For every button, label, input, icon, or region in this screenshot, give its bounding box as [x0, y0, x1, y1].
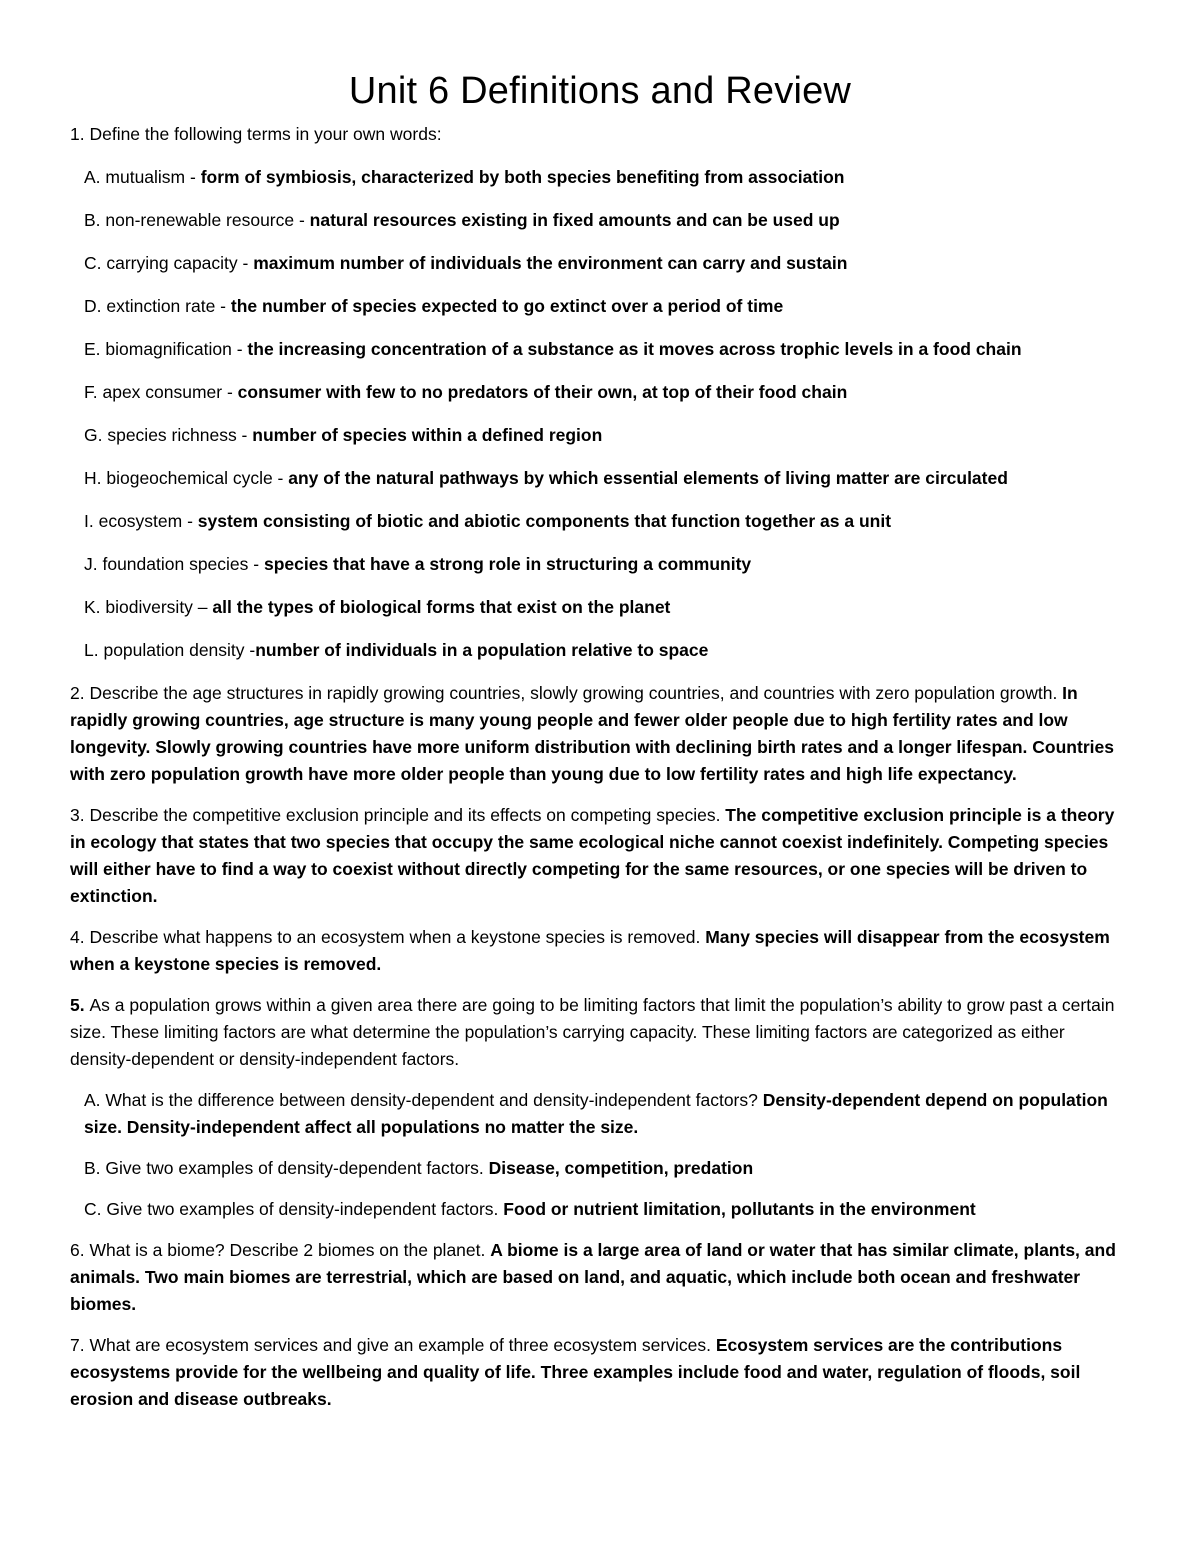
term-definition: the increasing concentration of a substance as it moves across trophic levels in a food chain: [247, 339, 1022, 359]
term-label: D. extinction rate -: [84, 296, 231, 316]
term-item: [84, 207, 1130, 234]
term-item: [84, 293, 1130, 320]
term-label: J. foundation species -: [84, 554, 264, 574]
term-item: [84, 508, 1130, 535]
term-definition: species that have a strong role in structuring a community: [263, 554, 752, 574]
term-item: [84, 164, 1130, 191]
question-6: [70, 1237, 1130, 1318]
question-7-answer: Ecosystem services are the contributions ecosystems provide for the wellbeing and quality of life. Three examples include food and water, regulation of floods, soil erosion and disease outbreaks.: [70, 1335, 1081, 1409]
term-definition: system consisting of biotic and abiotic components that function together as a unit: [197, 511, 892, 531]
question-2: [70, 680, 1130, 788]
term-label: H. biogeochemical cycle -: [84, 468, 289, 488]
term-definition: consumer with few to no predators of their own, at top of their food chain: [237, 382, 848, 402]
terms-list: [70, 164, 1130, 664]
question-3-prompt: 3. Describe the competitive exclusion principle and its effects on competing species.: [70, 805, 726, 825]
term-item: [84, 594, 1130, 621]
question-5b: [70, 1155, 1130, 1182]
question-5-number: 5.: [70, 995, 90, 1015]
question-5b-answer: Disease, competition, predation: [488, 1158, 754, 1178]
question-6-prompt: 6. What is a biome? Describe 2 biomes on the planet.: [70, 1240, 491, 1260]
question-5: [70, 992, 1130, 1073]
question-7-prompt: 7. What are ecosystem services and give an example of three ecosystem services.: [70, 1335, 716, 1355]
question-5c-prompt: C. Give two examples of density-independent factors.: [84, 1199, 504, 1219]
term-label: B. non-renewable resource -: [84, 210, 310, 230]
question-3: [70, 802, 1130, 910]
question-4-answer: Many species will disappear from the ecosystem when a keystone species is removed.: [70, 927, 1110, 974]
term-definition: number of species within a defined region: [252, 425, 603, 445]
term-definition: any of the natural pathways by which essential elements of living matter are circulated: [288, 468, 1008, 488]
question-4-prompt: 4. Describe what happens to an ecosystem when a keystone species is removed.: [70, 927, 706, 947]
term-definition: natural resources existing in fixed amounts and can be used up: [309, 210, 840, 230]
document-page: [70, 70, 1130, 1427]
question-5a-prompt: A. What is the difference between density-dependent and density-independent factors?: [84, 1090, 763, 1110]
question-5b-prompt: B. Give two examples of density-dependent factors.: [84, 1158, 489, 1178]
question-5c-answer: Food or nutrient limitation, pollutants in the environment: [503, 1199, 976, 1219]
question-4: [70, 924, 1130, 978]
term-label: A. mutualism -: [84, 167, 201, 187]
question-2-answer: In rapidly growing countries, age structure is many young people and fewer older people due to high fertility rates and low longevity. Slowly growing countries have more uniform distribution with declining birth rates and a longer lifespan. Countries with zero population growth have more older people than young due to low fertility rates and high life expectancy.: [70, 683, 1114, 784]
question-6-answer: A biome is a large area of land or water that has similar climate, plants, and animals. Two main biomes are terrestrial, which are based on land, and aquatic, which include both ocean and freshwater biomes.: [70, 1240, 1116, 1314]
term-definition: all the types of biological forms that exist on the planet: [212, 597, 671, 617]
question-7: [70, 1332, 1130, 1413]
term-item: [84, 250, 1130, 277]
term-label: G. species richness -: [84, 425, 253, 445]
question-3-answer: The competitive exclusion principle is a theory in ecology that states that two species that occupy the same ecological niche cannot coexist indefinitely. Competing species will either have to find a way to coexist without directly competing for the same resources, or one species will be driven to extinction.: [70, 805, 1115, 906]
term-label: L. population density -: [84, 640, 256, 660]
question-5a-answer: Density-dependent depend on population size. Density-independent affect all populations no matter the size.: [84, 1090, 1108, 1137]
term-definition: form of symbiosis, characterized by both species benefiting from association: [200, 167, 845, 187]
term-definition: maximum number of individuals the environment can carry and sustain: [253, 253, 848, 273]
question-5a: [70, 1087, 1130, 1141]
term-item: [84, 637, 1130, 664]
term-label: F. apex consumer -: [84, 382, 238, 402]
term-label: K. biodiversity –: [84, 597, 213, 617]
page-title: Unit 6 Definitions and Review: [348, 70, 852, 112]
question-5-prompt: As a population grows within a given area there are going to be limiting factors that limit the population’s ability to grow past a certain size. These limiting factors are what determine the population’s carrying capacity. These limiting factors are categorized as either density-dependent or density-independent factors.: [70, 995, 1115, 1069]
term-definition: number of individuals in a population relative to space: [255, 640, 709, 660]
term-item: [84, 551, 1130, 578]
term-item: [84, 336, 1130, 363]
question-1-prompt: 1. Define the following terms in your own words:: [70, 124, 442, 144]
term-item: [84, 379, 1130, 406]
term-label: C. carrying capacity -: [84, 253, 254, 273]
term-definition: the number of species expected to go extinct over a period of time: [230, 296, 784, 316]
term-item: [84, 422, 1130, 449]
term-label: I. ecosystem -: [84, 511, 198, 531]
question-5c: [70, 1196, 1130, 1223]
term-label: E. biomagnification -: [84, 339, 248, 359]
term-item: [84, 465, 1130, 492]
question-2-prompt: 2. Describe the age structures in rapidly growing countries, slowly growing countries, and countries with zero population growth.: [70, 683, 1063, 703]
